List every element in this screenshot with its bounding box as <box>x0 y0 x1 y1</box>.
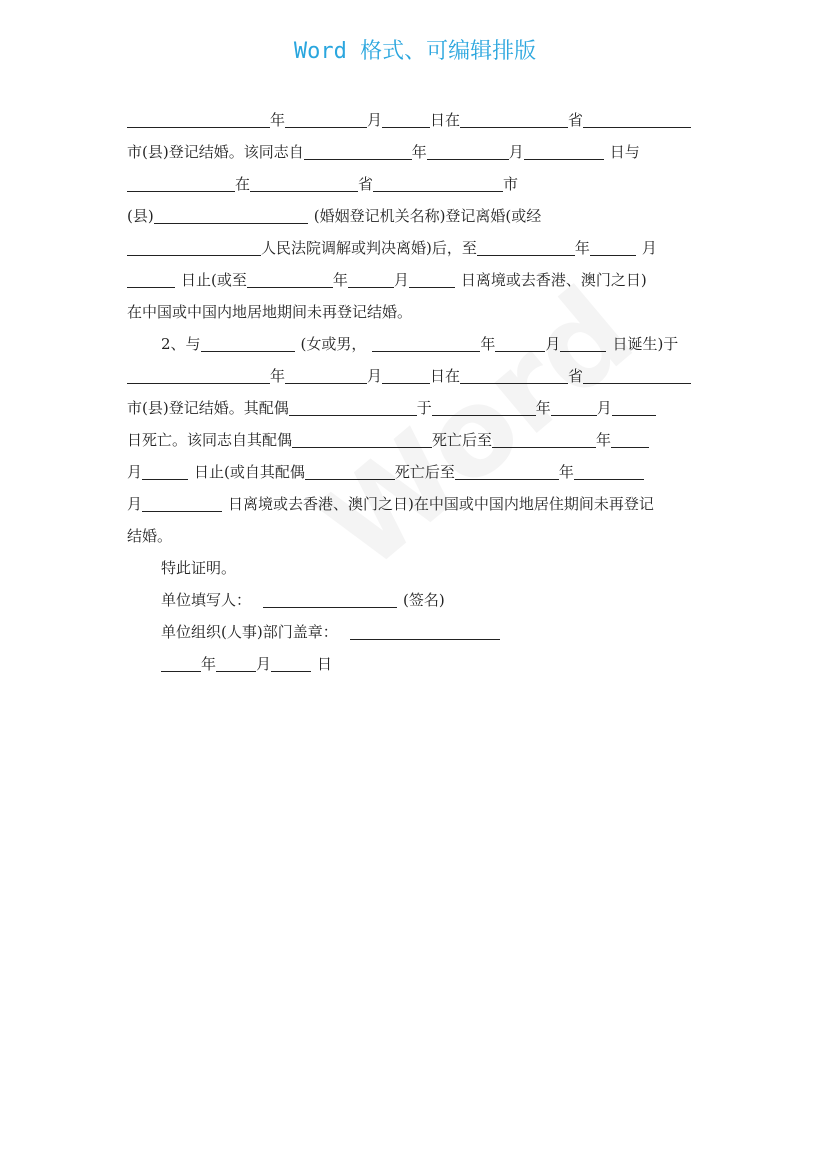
label-month: 月 <box>367 111 383 129</box>
line-9 <box>127 360 705 392</box>
line-17 <box>127 616 705 648</box>
blank-month-5[interactable] <box>495 333 545 352</box>
blank-year-5[interactable] <box>372 333 480 352</box>
blank-day-8[interactable] <box>142 461 188 480</box>
line-12 <box>127 456 705 488</box>
label-sign-day: 日 <box>317 655 333 673</box>
blank-city[interactable] <box>583 109 691 128</box>
blank-month[interactable] <box>285 109 367 128</box>
line-10 <box>127 392 705 424</box>
label-city: 市 <box>503 175 519 193</box>
label-province-2: 省 <box>358 175 374 193</box>
blank-spouse-name-2[interactable] <box>289 397 417 416</box>
text-item-2: 2、与 <box>161 335 201 353</box>
label-year-6: 年 <box>270 367 286 385</box>
blank-sign-year[interactable] <box>161 653 201 672</box>
blank-year-6[interactable] <box>127 365 270 384</box>
label-sign-month: 月 <box>256 655 272 673</box>
text-not-remarried: 在中国或中国内地居地期间未再登记结婚。 <box>127 303 413 321</box>
blank-day-7[interactable] <box>612 397 656 416</box>
label-sign-year: 年 <box>201 655 217 673</box>
blank-province-3[interactable] <box>460 365 568 384</box>
line-16 <box>127 584 705 616</box>
blank-day-9[interactable] <box>142 493 222 512</box>
label-province: 省 <box>568 111 584 129</box>
blank-court[interactable] <box>127 237 261 256</box>
text-born: 日诞生)于 <box>612 335 679 353</box>
blank-sign-day[interactable] <box>271 653 311 672</box>
text-registry-office: (婚姻登记机关名称)登记离婚(或经 <box>313 207 542 225</box>
line-1 <box>127 104 705 136</box>
line-13 <box>127 488 705 520</box>
blank-city-3[interactable] <box>583 365 691 384</box>
label-month-10: 月 <box>127 495 143 513</box>
label-year-5: 年 <box>480 335 496 353</box>
certificate-body <box>127 104 705 680</box>
blank-year-4[interactable] <box>247 269 333 288</box>
text-hereby-certify: 特此证明。 <box>161 559 237 577</box>
blank-name[interactable] <box>127 173 235 192</box>
blank-day-5[interactable] <box>560 333 606 352</box>
label-day-at: 日在 <box>430 111 461 129</box>
blank-signature[interactable] <box>263 589 397 608</box>
text-death: 日死亡。该同志自其配偶 <box>127 431 293 449</box>
label-year-3: 年 <box>574 239 590 257</box>
blank-day-6[interactable] <box>382 365 430 384</box>
label-month-5: 月 <box>545 335 561 353</box>
label-year-2: 年 <box>411 143 427 161</box>
label-year-4: 年 <box>332 271 348 289</box>
label-month-2: 月 <box>508 143 524 161</box>
label-signature: (签名) <box>403 591 445 609</box>
blank-month-3[interactable] <box>590 237 636 256</box>
label-unit-filler: 单位填写人： <box>161 591 252 609</box>
label-at: 在 <box>235 175 251 193</box>
line-15 <box>127 552 705 584</box>
text-marriage-end: 结婚。 <box>127 527 173 545</box>
blank-year-9[interactable] <box>455 461 559 480</box>
blank-month-8[interactable] <box>611 429 649 448</box>
blank-month-6[interactable] <box>285 365 367 384</box>
label-unit-seal: 单位组织(人事)部门盖章： <box>161 623 338 641</box>
blank-day-2[interactable] <box>524 141 604 160</box>
page-header-title: Word 格式、可编辑排版 <box>293 39 537 64</box>
label-year-7: 年 <box>535 399 551 417</box>
label-day-with: 日与 <box>609 143 640 161</box>
blank-day[interactable] <box>382 109 430 128</box>
label-on: 于 <box>416 399 432 417</box>
line-6 <box>127 264 705 296</box>
label-year: 年 <box>270 111 286 129</box>
text-gender: (女或男， <box>300 335 367 353</box>
blank-province-2[interactable] <box>250 173 358 192</box>
blank-year-3[interactable] <box>477 237 575 256</box>
blank-registry-office[interactable] <box>154 205 308 224</box>
line-5 <box>127 232 705 264</box>
text-court-divorce: 人民法院调解或判决离婚)后，至 <box>261 239 477 257</box>
blank-seal[interactable] <box>350 621 500 640</box>
blank-spouse-name-4[interactable] <box>305 461 395 480</box>
blank-year[interactable] <box>127 109 270 128</box>
blank-month-7[interactable] <box>551 397 597 416</box>
text-departure: 日离境或去香港、澳门之日) <box>460 271 647 289</box>
blank-sign-month[interactable] <box>216 653 256 672</box>
line-14 <box>127 520 705 552</box>
label-day-at-2: 日在 <box>430 367 461 385</box>
line-4 <box>127 200 705 232</box>
blank-spouse-name[interactable] <box>201 333 295 352</box>
text-day-until: 日止(或至 <box>181 271 247 289</box>
blank-month-10[interactable] <box>574 461 644 480</box>
line-8 <box>127 328 705 360</box>
blank-year-7[interactable] <box>432 397 536 416</box>
line-11 <box>127 424 705 456</box>
text-after-death: 死亡后至 <box>432 431 493 449</box>
label-month-4: 月 <box>393 271 409 289</box>
label-province-3: 省 <box>568 367 584 385</box>
label-month-3: 月 <box>641 239 657 257</box>
blank-spouse-name-3[interactable] <box>292 429 432 448</box>
line-7 <box>127 296 705 328</box>
blank-month-4[interactable] <box>348 269 394 288</box>
label-month-6: 月 <box>367 367 383 385</box>
blank-month-2[interactable] <box>427 141 509 160</box>
label-year-9: 年 <box>558 463 574 481</box>
label-month-9: 月 <box>127 463 143 481</box>
line-2 <box>127 136 705 168</box>
blank-year-8[interactable] <box>492 429 596 448</box>
label-year-8: 年 <box>596 431 612 449</box>
blank-province[interactable] <box>460 109 568 128</box>
line-3 <box>127 168 705 200</box>
text-departure-2: 日离境或去香港、澳门之日)在中国或中国内地居住期间未再登记 <box>228 495 654 513</box>
text-after-death-2: 死亡后至 <box>394 463 455 481</box>
text-city-register: 市(县)登记结婚。该同志自 <box>127 143 304 161</box>
blank-year-2[interactable] <box>304 141 412 160</box>
blank-day-4[interactable] <box>409 269 455 288</box>
blank-city-2[interactable] <box>373 173 503 192</box>
text-spouse: 市(县)登记结婚。其配偶 <box>127 399 289 417</box>
label-month-7: 月 <box>596 399 612 417</box>
label-county: (县) <box>127 207 154 225</box>
line-18 <box>127 648 705 680</box>
text-day-until-2: 日止(或自其配偶 <box>194 463 305 481</box>
blank-day-3[interactable] <box>127 269 175 288</box>
